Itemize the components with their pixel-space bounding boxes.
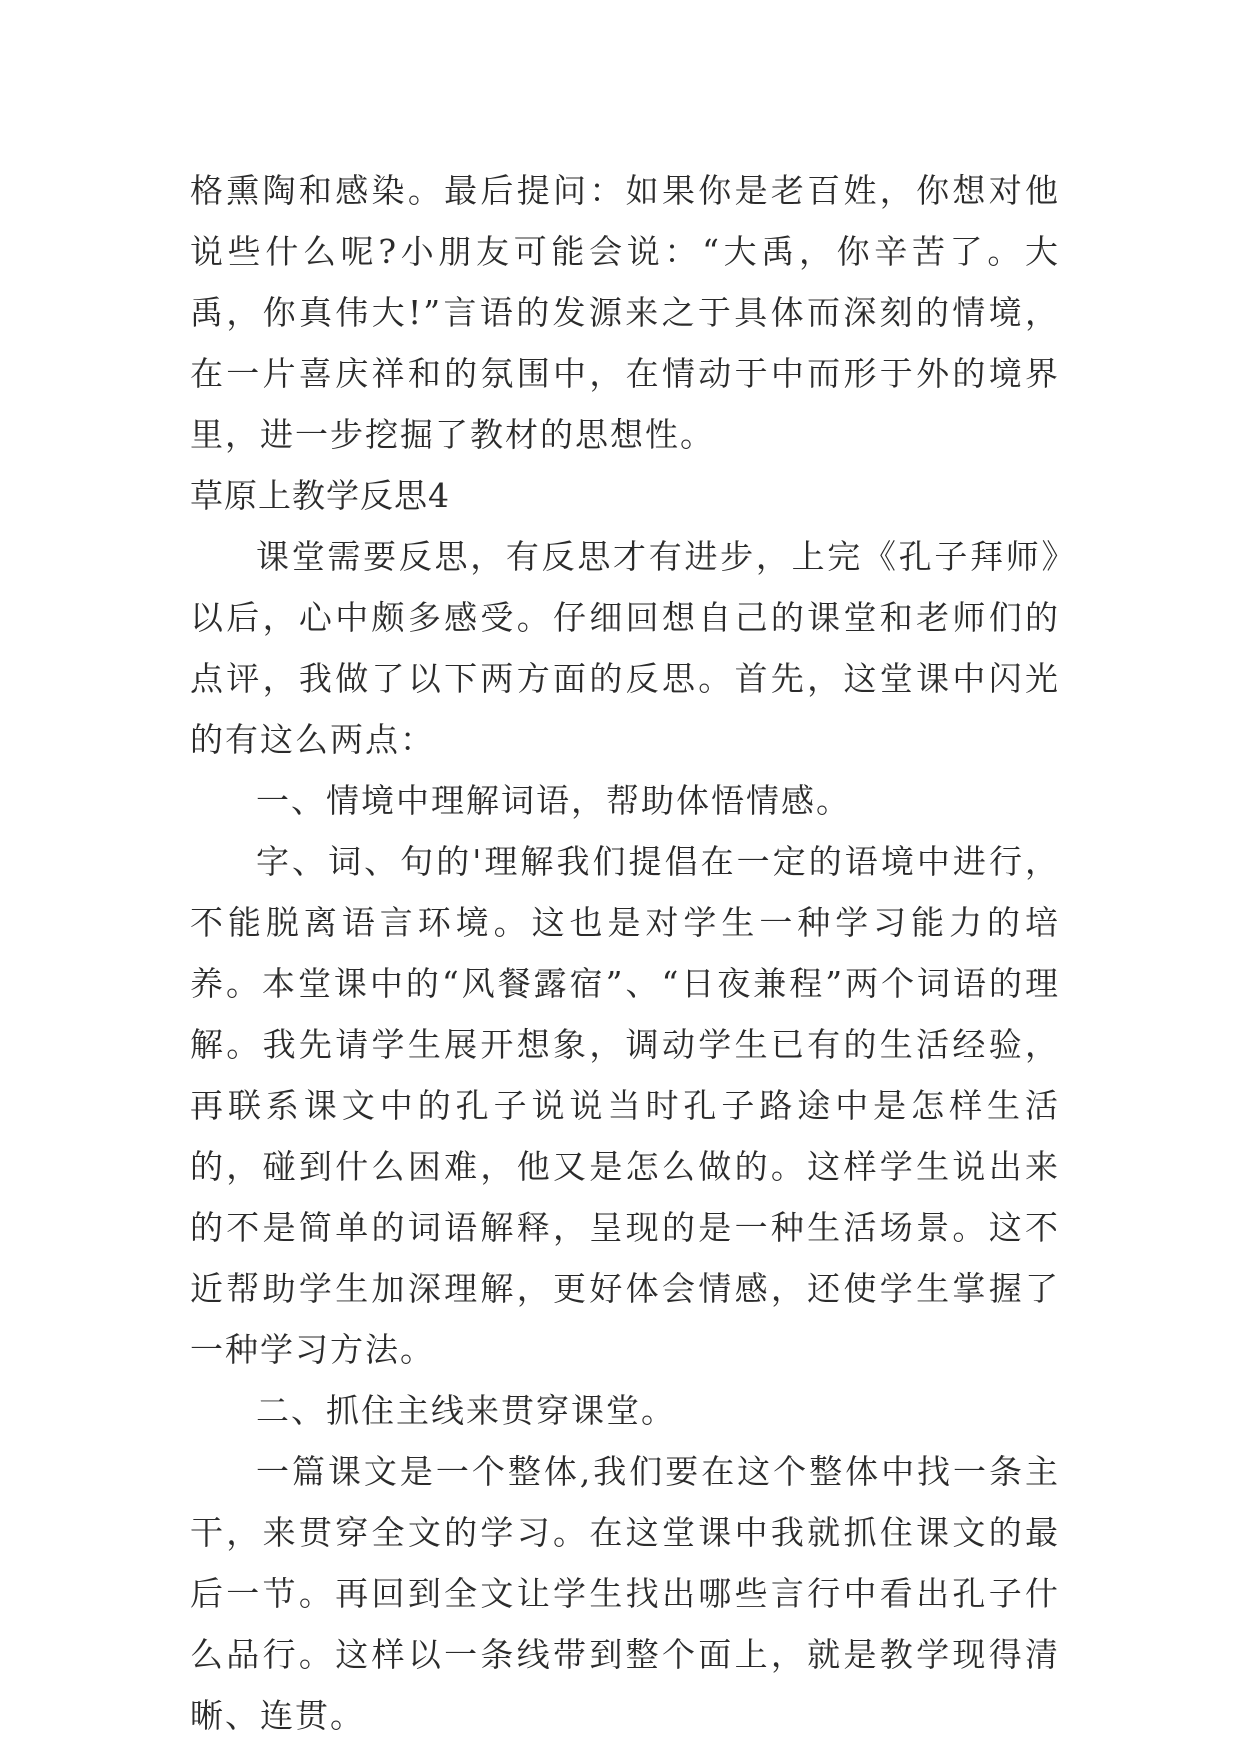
section-heading: 草原上教学反思4 — [190, 476, 450, 515]
point-two-heading: 二、抓住主线来贯穿课堂。 — [256, 1391, 676, 1430]
document-body — [190, 160, 1060, 1746]
point-one-body: 字、词、句的'理解我们提倡在一定的语境中进行，不能脱离语言环境。这也是对学生一种学习能力的培养。本堂课中的“风餐露宿”、“日夜兼程”两个词语的理解。我先请学生展开想象，调动学生已有的生活经验，再联系课文中的孔子说说当时孔子路途中是怎样生活的，碰到什么困难，他又是怎么做的。这样学生说出来的不是简单的词语解释，呈现的是一种生活场景。这不近帮助学生加深理解，更好体会情感，还使学生掌握了一种学习方法。 — [190, 842, 1060, 1369]
paragraph-intro: 课堂需要反思，有反思才有进步，上完《孔子拜师》以后，心中颇多感受。仔细回想自己的课堂和老师们的点评，我做了以下两方面的反思。首先，这堂课中闪光的有这么两点： — [190, 537, 1060, 759]
paragraph-continuation: 格熏陶和感染。最后提问：如果你是老百姓，你想对他说些什么呢?小朋友可能会说：“大禹，你辛苦了。大禹，你真伟大!”言语的发源来之于具体而深刻的情境，在一片喜庆祥和的氛围中，在情动于中而形于外的境界里，进一步挖掘了教材的思想性。 — [190, 171, 1060, 454]
point-two-body: 一篇课文是一个整体,我们要在这个整体中找一条主干，来贯穿全文的学习。在这堂课中我就抓住课文的最后一节。再回到全文让学生找出哪些言行中看出孔子什么品行。这样以一条线带到整个面上，就是教学现得清晰、连贯。 — [190, 1452, 1060, 1735]
point-one-heading: 一、情境中理解词语，帮助体悟情感。 — [256, 781, 851, 820]
